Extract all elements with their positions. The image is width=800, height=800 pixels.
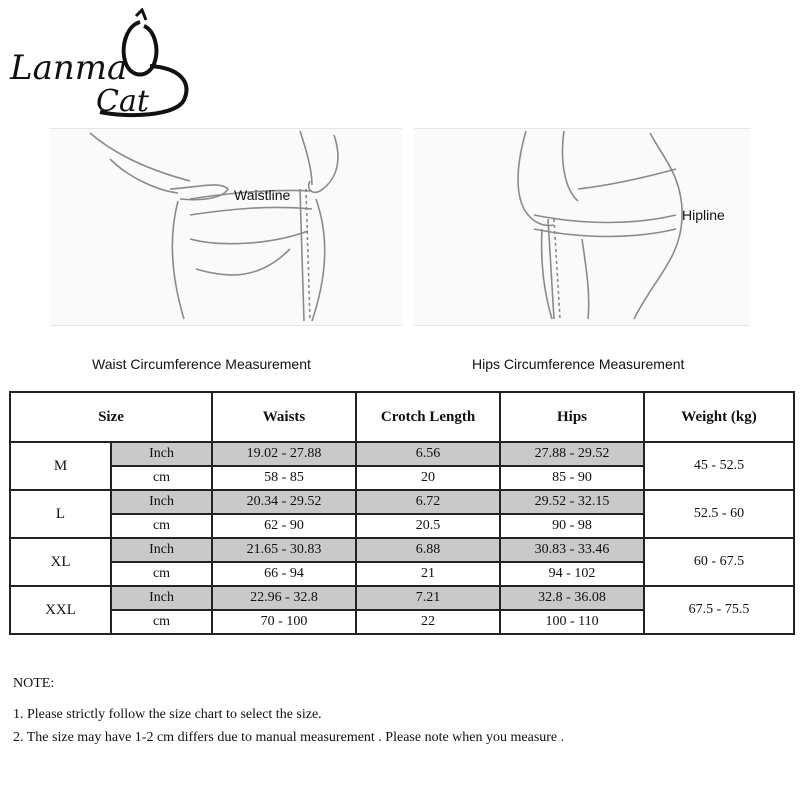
waists-cell: 22.96 - 32.8 — [212, 586, 356, 610]
unit-cell: Inch — [111, 538, 212, 562]
crotch-cell: 22 — [356, 610, 500, 634]
notes-section — [13, 672, 564, 750]
note-item: 2. The size may have 1-2 cm differs due to manual measurement . Please note when you measure . — [13, 730, 565, 745]
waists-cell: 20.34 - 29.52 — [212, 490, 356, 514]
hip-figure-icon — [414, 129, 750, 325]
waistline-label: Waistline — [234, 187, 291, 203]
waist-caption: Waist Circumference Measurement — [92, 356, 311, 372]
waists-cell: 19.02 - 27.88 — [212, 442, 356, 466]
hip-illustration — [414, 128, 750, 326]
crotch-cell: 20 — [356, 466, 500, 490]
header-crotch-length: Crotch Length — [356, 392, 500, 442]
table-row — [10, 442, 794, 466]
table-header-row — [10, 392, 794, 442]
notes-title: NOTE: — [13, 676, 55, 691]
hips-cell: 100 - 110 — [500, 610, 644, 634]
note-item: 1. Please strictly follow the size chart to select the size. — [13, 706, 322, 722]
unit-cell: Inch — [111, 490, 212, 514]
waists-cell: 62 - 90 — [212, 514, 356, 538]
unit-cell: cm — [111, 562, 212, 586]
unit-cell: cm — [111, 466, 212, 490]
size-cell: XXL — [10, 586, 111, 634]
header-weight: Weight (kg) — [644, 392, 794, 442]
table-row — [10, 538, 794, 562]
table-row — [10, 490, 794, 514]
hips-cell: 30.83 - 33.46 — [500, 538, 644, 562]
hipline-label: Hipline — [682, 207, 725, 223]
crotch-cell: 21 — [356, 562, 500, 586]
waists-cell: 21.65 - 30.83 — [212, 538, 356, 562]
hips-cell: 85 - 90 — [500, 466, 644, 490]
size-chart-table — [9, 391, 795, 635]
waists-cell: 58 - 85 — [212, 466, 356, 490]
hips-cell: 27.88 - 29.52 — [500, 442, 644, 466]
header-size: Size — [10, 392, 212, 442]
waists-cell: 66 - 94 — [212, 562, 356, 586]
weight-cell: 52.5 - 60 — [644, 490, 794, 538]
unit-cell: Inch — [111, 586, 212, 610]
unit-cell: cm — [111, 514, 212, 538]
size-cell: L — [10, 490, 111, 538]
crotch-cell: 6.72 — [356, 490, 500, 514]
crotch-cell: 7.21 — [356, 586, 500, 610]
waist-illustration — [50, 128, 402, 326]
hips-cell: 32.8 - 36.08 — [500, 586, 644, 610]
crotch-cell: 6.88 — [356, 538, 500, 562]
unit-cell: cm — [111, 610, 212, 634]
logo-word-cat: Cat — [96, 84, 149, 119]
weight-cell: 45 - 52.5 — [644, 442, 794, 490]
crotch-cell: 20.5 — [356, 514, 500, 538]
header-hips: Hips — [500, 392, 644, 442]
waists-cell: 70 - 100 — [212, 610, 356, 634]
logo-word-lanma: Lanma — [10, 48, 128, 88]
hips-cell: 94 - 102 — [500, 562, 644, 586]
size-cell: XL — [10, 538, 111, 586]
crotch-cell: 6.56 — [356, 442, 500, 466]
waist-figure-icon — [50, 129, 402, 325]
weight-cell: 60 - 67.5 — [644, 538, 794, 586]
hips-cell: 29.52 - 32.15 — [500, 490, 644, 514]
hips-caption: Hips Circumference Measurement — [472, 356, 685, 372]
table-row — [10, 586, 794, 610]
weight-cell: 67.5 - 75.5 — [644, 586, 794, 634]
unit-cell: Inch — [111, 442, 212, 466]
hips-cell: 90 - 98 — [500, 514, 644, 538]
size-cell: M — [10, 442, 111, 490]
brand-logo — [8, 8, 198, 120]
header-waists: Waists — [212, 392, 356, 442]
